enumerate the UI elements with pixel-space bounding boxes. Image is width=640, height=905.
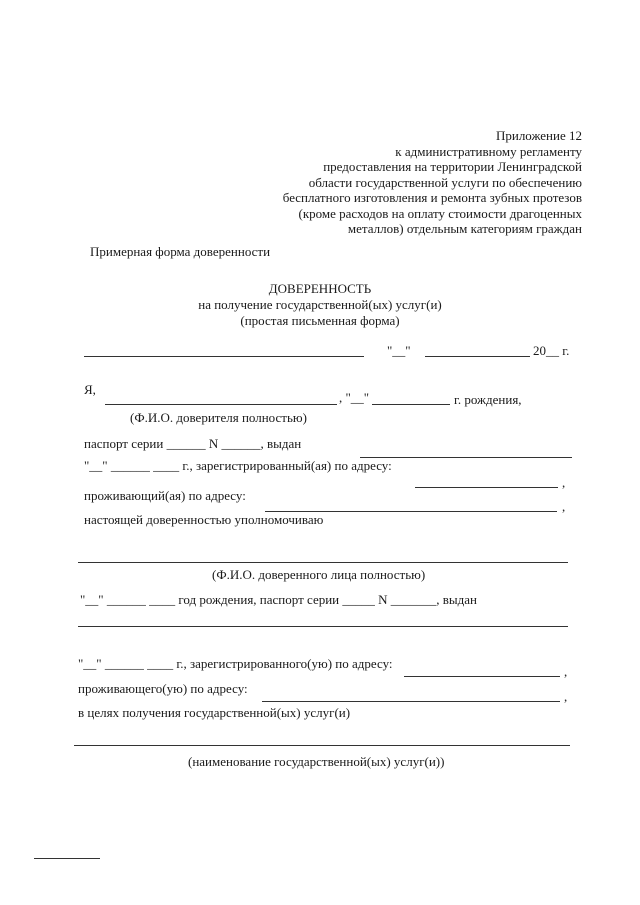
principal-residence: проживающий(ая) по адресу: [84,488,246,503]
appendix-header [283,128,582,237]
principal-reg-line [415,487,558,488]
comma: , [562,475,566,490]
appendix-line: области государственной услуги по обеспечению [308,174,582,190]
appendix-line: к административному регламенту [395,143,582,159]
comma: , [564,664,568,679]
place-line [84,356,364,357]
document-title: ДОВЕРЕННОСТЬ [268,281,372,296]
agent-live-line [262,701,560,702]
purpose-text: в целях получения государственной(ых) услуг(и) [78,705,351,720]
appendix-line: Приложение 12 [495,128,582,143]
date-month-line [425,356,530,357]
appendix-line: (кроме расходов на оплату стоимости драгоценных [298,205,582,221]
agent-issued-line [78,626,568,627]
principal-birth-quote: , "__" [339,390,370,405]
authorize-text: настоящей доверенностью уполномочиваю [84,512,324,527]
principal-ya: Я, [84,382,96,397]
footnote-separator [34,858,100,859]
principal-issued-line [360,457,572,458]
document-subtitle: на получение государственной(ых) услуг(и) [198,297,442,312]
service-caption: (наименование государственной(ых) услуг(и)) [188,754,445,769]
agent-residence: проживающего(ую) по адресу: [78,681,248,696]
appendix-line: бесплатного изготовления и ремонта зубных протезов [282,190,582,205]
agent-reg-line [404,676,560,677]
principal-registration: "__" ______ ____ г., зарегистрированный(ая) по адресу: [84,458,392,473]
principal-fio-line [105,404,337,405]
date-day-quote: "__" [387,343,411,358]
principal-birth-label: г. рождения, [454,392,522,407]
principal-fio-caption: (Ф.И.О. доверителя полностью) [130,410,307,425]
agent-fio-caption: (Ф.И.О. доверенного лица полностью) [212,567,426,582]
principal-birth-line [372,404,450,405]
date-year: 20__ г. [533,343,570,358]
appendix-line: предоставления на территории Ленинградской [323,159,582,174]
document-form-type: (простая письменная форма) [240,313,400,328]
principal-passport: паспорт серии ______ N ______, выдан [84,436,302,451]
service-line [74,745,570,746]
agent-fio-line [78,562,568,563]
agent-birth-passport: "__" ______ ____ год рождения, паспорт серии _____ N _______, выдан [80,592,477,607]
comma: , [564,689,568,704]
form-label: Примерная форма доверенности [90,244,271,259]
appendix-line: металлов) отдельным категориям граждан [347,221,582,236]
comma: , [562,499,566,514]
agent-registration: "__" ______ ____ г., зарегистрированного(ую) по адресу: [78,656,393,671]
